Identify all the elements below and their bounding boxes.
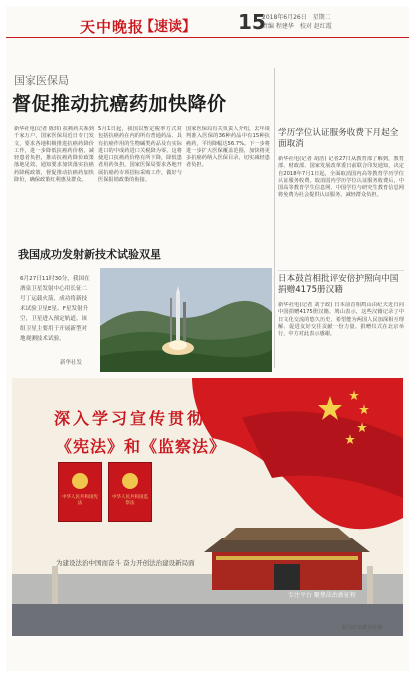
satellite-caption: 6月27日11时30分，我国在酒泉卫星发射中心用长征二号丁运载火箭，成功将新技术试验卫星E星、F星发射升空，卫星进入预定轨道。该组卫星主要用于开展新型对地观测技术试验。 bbox=[20, 276, 90, 342]
book-title: 中华人民共和国宪法 bbox=[62, 495, 98, 506]
issue-date: 2018年6月26日 bbox=[262, 14, 307, 21]
ad-caption: 专注平台 聚焦法治新征程 bbox=[288, 592, 356, 599]
ad-slogan: 为建设法治中国而奋斗 奋力开创法治建设新局面 bbox=[56, 559, 195, 567]
rocket-launch-photo bbox=[100, 268, 272, 372]
editor-credit: 责编 程建华 bbox=[262, 23, 294, 30]
ad-title: 深入学习宣传贯彻 bbox=[54, 409, 207, 428]
story-divider bbox=[278, 270, 404, 271]
constitution-book bbox=[58, 462, 102, 522]
story-column: 5月1日起，我国以暂定税率方式对包括抗癌药在内的所有普通药品、具有抗癌作用的生物碱类药品及有实际进口的中成药进口关税降为零。这将使进口抗癌药价格有所下降，降低患者用药负担。国家医保局要求各地开展抗癌药专项招标采购工作，做好与医保报销政策的衔接。 bbox=[98, 126, 182, 184]
national-emblem-icon bbox=[72, 473, 88, 489]
story-column: 新华社电(记者 陈炜) 抗癌药关系到千家万户，国家医保局近日专门发文，要求各地积极推进抗癌药降价工作，进一步降低抗癌药价格，减轻患者负担，推动抗癌药降价政策落地见效。通知要求加快落实抗癌药降税政策，督促推动抗癌药加快降价，确保政策红利惠及群众。 bbox=[14, 126, 94, 184]
issue-weekday: 星期二 bbox=[312, 14, 331, 21]
story-column: 国家医保局有关负责人介绍，去年谈判准入医保的36种药品中有15种抗癌药，平均降幅达56.7%。下一步将进一步扩大医保覆盖范围，加快将更多抗癌药纳入医保目录，切实减轻患者负担。 bbox=[186, 126, 270, 169]
ad-subtitle: 《宪法》和《监察法》 bbox=[56, 437, 227, 456]
right-story-headline: 学历学位认证服务收费下月起全面取消 bbox=[278, 128, 399, 149]
constitution-advertisement bbox=[12, 378, 403, 636]
section-name: 【速读】 bbox=[140, 19, 196, 35]
issue-meta bbox=[262, 13, 336, 31]
supervision-law-book bbox=[108, 462, 152, 522]
newspaper-logo: 天中晚报 bbox=[80, 18, 145, 36]
right-story-headline: 日本鼓首相批评安倍护照向中国捐赠4175册汉籍 bbox=[278, 274, 399, 295]
story-headline: 督促推动抗癌药加快降价 bbox=[12, 93, 227, 115]
right-story-body: 新华社电(记者 刘子政) 日本前首相鸠山由纪夫近日向中国捐赠4175册汉籍。鸠山表示，这些汉籍记录了中日文化交流的悠久历史，希望能为两国人民加深相互理解、促进友好交往贡献一份力量。捐赠仪式在北京举行，中方对此表示感谢。 bbox=[278, 302, 404, 338]
masthead bbox=[6, 6, 409, 62]
masthead-divider bbox=[6, 37, 409, 38]
newspaper-page bbox=[6, 6, 409, 671]
book-title: 中华人民共和国监察法 bbox=[112, 495, 148, 506]
photo-credit: 新华社发 bbox=[60, 360, 83, 366]
proof-credit: 校对 赵红霞 bbox=[299, 23, 332, 30]
satellite-headline: 我国成功发射新技术试验双星 bbox=[18, 248, 161, 261]
column-divider bbox=[274, 68, 275, 368]
page-number: 15 bbox=[238, 10, 266, 34]
national-emblem-icon bbox=[122, 473, 138, 489]
story-kicker: 国家医保局 bbox=[14, 74, 69, 87]
right-story-body: 新华社电(记者 胡浩) 记者27日从教育部了解到，教育部、财政部、国家发展改革委日前联合印发通知，决定自2018年7月1日起，全面取消国内高等教育学历学位认证服务收费。取消国内学历学位认证服务收费后，中国高等教育学生信息网、中国学位与研究生教育信息网将免费为社会提供认证服务，减轻群众负担。 bbox=[278, 156, 404, 199]
ad-sponsor: 驻马店市委宣传部 bbox=[342, 625, 383, 631]
